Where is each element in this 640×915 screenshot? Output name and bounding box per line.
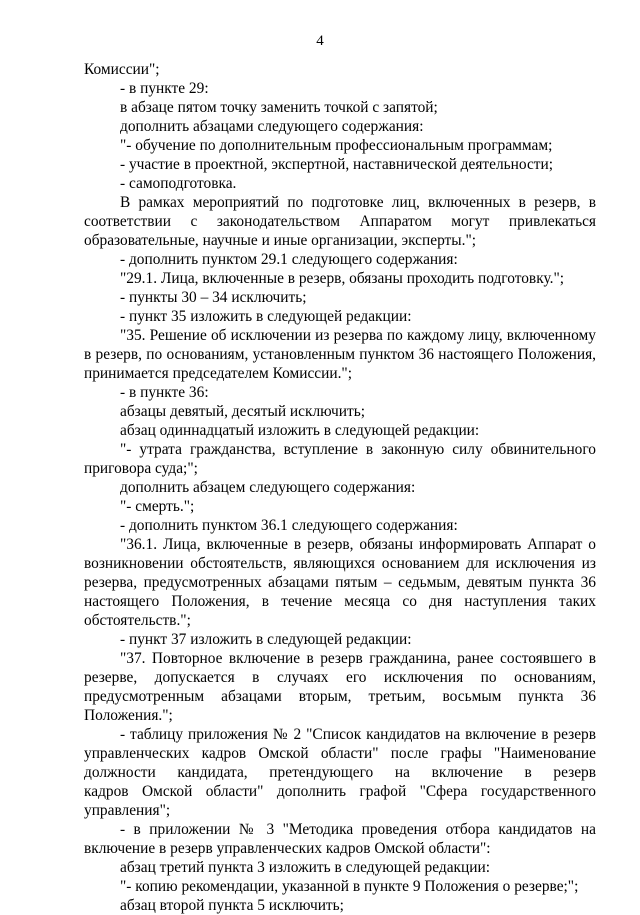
text-line: "36.1. Лица, включенные в резерв, обязаны информировать Аппарат о [120,536,596,553]
text-line: - самоподготовка. [120,175,237,192]
text-line: дополнить абзацем следующего содержания: [120,479,416,496]
text-line: включение в резерв управленческих кадров Омской области": [84,840,491,857]
text-line: - дополнить пунктом 29.1 следующего содержания: [120,251,458,268]
text-line: приговора суда;"; [84,460,198,477]
document-body [84,60,596,915]
text-line: предусмотренным абзацами вторым, третьим, восьмым пункта 36 [84,688,596,705]
text-line: Положения."; [84,707,173,724]
text-line: - пункт 37 изложить в следующей редакции: [120,631,412,648]
text-line: В рамках мероприятий по подготовке лиц, включенных в резерв, в [120,194,596,211]
text-line: - в приложении № 3 "Методика проведения отбора кандидатов на [120,821,596,838]
text-line: "35. Решение об исключении из резерва по каждому лицу, включенному [120,327,596,344]
text-line: - таблицу приложения № 2 "Список кандидатов на включение в резерв [120,726,596,743]
text-line: "- утрата гражданства, вступление в законную силу обвинительного [120,441,596,458]
text-line: соответствии с законодательством Аппаратом могут привлекаться [84,213,596,230]
text-line: "- обучение по дополнительным профессиональным программам; [120,137,553,154]
text-line: "37. Повторное включение в резерв гражданина, ранее состоявшего в [120,650,596,667]
text-line: управленческих кадров Омской области" после графы "Наименование [84,745,596,762]
text-line: управления"; [84,802,171,819]
text-line: должности кандидата, претендующего на включение в резерв [84,764,596,781]
text-line: - пункты 30 – 34 исключить; [120,289,307,306]
text-line: образовательные, научные и иные организации, эксперты."; [84,232,477,249]
text-line: резерва, предусмотренных абзацами пятым – седьмым, девятым пункта 36 [84,574,596,591]
text-line: - пункт 35 изложить в следующей редакции: [120,308,412,325]
text-line: дополнить абзацами следующего содержания: [120,118,424,135]
text-line: - в пункте 29: [120,80,209,97]
text-line: принимается председателем Комиссии."; [84,365,352,382]
text-line: кадров Омской области" дополнить графой "Сфера государственного [84,783,596,800]
text-line: резерве, допускается в случаях его исключения по основаниям, [84,669,596,686]
text-line: абзац одиннадцатый изложить в следующей редакции: [120,422,480,439]
text-line: в резерв, по основаниям, установленным пунктом 36 настоящего Положения, [84,346,596,363]
text-line: - участие в проектной, экспертной, наставнической деятельности; [120,156,554,173]
text-line: настоящего Положения, в течение месяца со дня наступления таких [84,593,596,610]
page-number: 4 [316,33,324,49]
text-line: возникновении обстоятельств, являющихся основанием для исключения из [84,555,596,572]
text-line: "- смерть."; [120,498,195,515]
text-line: абзац второй пункта 5 исключить; [120,897,344,914]
text-line: абзацы девятый, десятый исключить; [120,403,366,420]
text-line: - дополнить пунктом 36.1 следующего содержания: [120,517,458,534]
text-line: обстоятельств."; [84,612,191,629]
text-line: - в пункте 36: [120,384,209,401]
text-line: "29.1. Лица, включенные в резерв, обязаны проходить подготовку."; [120,270,565,287]
text-line: Комиссии"; [84,61,160,78]
text-line: абзац третий пункта 3 изложить в следующей редакции: [120,859,490,876]
text-line: в абзаце пятом точку заменить точкой с запятой; [120,99,438,116]
text-line: "- копию рекомендации, указанной в пункте 9 Положения о резерве;"; [120,878,579,895]
